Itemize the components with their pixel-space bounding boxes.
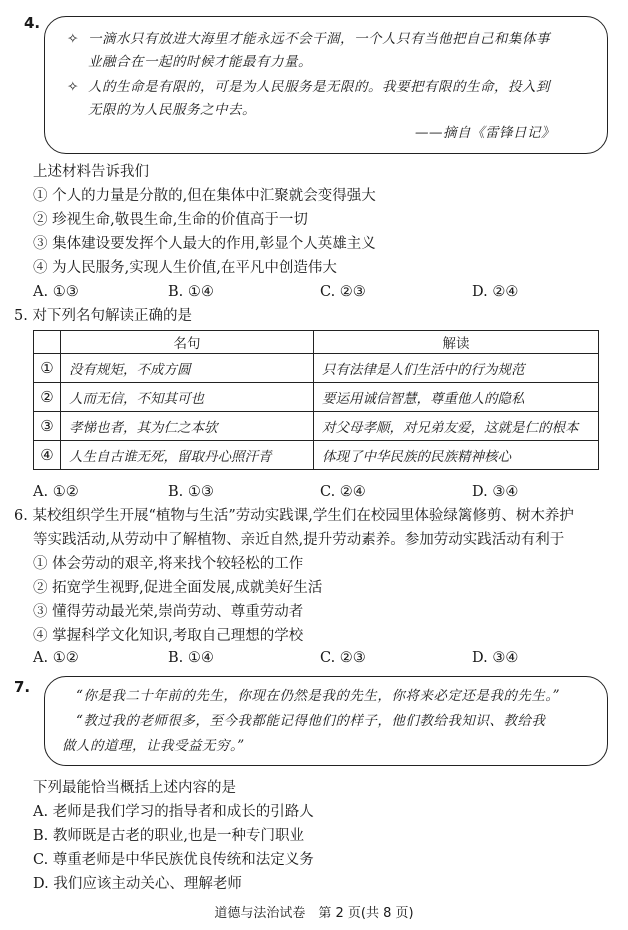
q4-number: 4. [24, 14, 41, 32]
q6-statement-4: ④ 掌握科学文化知识,考取自己理想的学校 [33, 628, 304, 644]
row-reading: 对父母孝顺，对兄弟友爱，这就是仁的根本 [314, 412, 599, 441]
q6-stem-line-2: 等实践活动,从劳动中了解植物、亲近自然,提升劳动素养。参加劳动实践活动有利于 [33, 532, 565, 548]
q5-table [33, 330, 599, 470]
diamond-bullet-icon: ✧ [67, 31, 79, 47]
q4-box-line-4: 无限的为人民服务之中去。 [88, 102, 256, 118]
q4-box-line-2: 业融合在一起的时候才能最有力量。 [88, 54, 312, 70]
q4-statement-1: ① 个人的力量是分散的,但在集体中汇聚就会变得强大 [33, 188, 376, 204]
table-header-blank [34, 331, 61, 354]
q7-option-c[interactable]: C. 尊重老师是中华民族优良传统和法定义务 [33, 852, 314, 868]
q4-option-a[interactable]: A. ①③ [33, 284, 79, 300]
table-header-row [34, 331, 599, 354]
q4-box-line-1: ✧ 一滴水只有放进大海里才能永远不会干涸，一个人只有当他把自己和集体事 [58, 28, 550, 51]
q4-option-c[interactable]: C. ②③ [320, 284, 366, 300]
table-header-reading: 解读 [314, 331, 599, 354]
q4-option-b[interactable]: B. ①④ [168, 284, 214, 300]
q4-box-line-3: ✧ 人的生命是有限的，可是为人民服务是无限的。我要把有限的生命，投入到 [58, 76, 550, 99]
q5-option-a[interactable]: A. ①② [33, 484, 79, 500]
q6-option-a[interactable]: A. ①② [33, 650, 79, 666]
q4-statement-4: ④ 为人民服务,实现人生价值,在平凡中创造伟大 [33, 260, 337, 276]
q7-box-line-3: 做人的道理，让我受益无穷。” [62, 738, 245, 754]
table-header-quote: 名句 [61, 331, 314, 354]
table-row [34, 354, 599, 383]
q4-stem: 上述材料告诉我们 [33, 164, 149, 180]
q7-number: 7. [14, 678, 31, 696]
q7-box-line-2: “教过我的老师很多，至今我都能记得他们的样子，他们教给我知识、教给我 [76, 713, 546, 729]
row-quote: 人而无信，不知其可也 [61, 383, 314, 412]
diamond-bullet-icon: ✧ [67, 79, 79, 95]
q4-option-d[interactable]: D. ②④ [472, 284, 519, 300]
q6-statement-1: ① 体会劳动的艰辛,将来找个较轻松的工作 [33, 556, 304, 572]
q7-stem: 下列最能恰当概括上述内容的是 [33, 780, 236, 796]
row-reading: 要运用诚信智慧，尊重他人的隐私 [314, 383, 599, 412]
q7-option-a[interactable]: A. 老师是我们学习的指导者和成长的引路人 [33, 804, 314, 820]
row-reading: 只有法律是人们生活中的行为规范 [314, 354, 599, 383]
q5-option-c[interactable]: C. ②④ [320, 484, 366, 500]
row-quote: 人生自古谁无死，留取丹心照汗青 [61, 441, 314, 470]
row-quote: 孝悌也者，其为仁之本欤 [61, 412, 314, 441]
row-quote: 没有规矩，不成方圆 [61, 354, 314, 383]
q7-option-d[interactable]: D. 我们应该主动关心、理解老师 [33, 876, 242, 892]
q6-option-b[interactable]: B. ①④ [168, 650, 214, 666]
q6-statement-2: ② 拓宽学生视野,促进全面发展,成就美好生活 [33, 580, 323, 596]
page-footer: 道德与法治试卷 第 2 页(共 8 页) [214, 906, 414, 921]
row-number: ③ [34, 412, 61, 441]
q4-source: ——摘自《雷锋日记》 [415, 125, 555, 141]
q7-option-b[interactable]: B. 教师既是古老的职业,也是一种专门职业 [33, 828, 304, 844]
table-row [34, 441, 599, 470]
q4-statement-2: ② 珍视生命,敬畏生命,生命的价值高于一切 [33, 212, 308, 228]
row-reading: 体现了中华民族的民族精神核心 [314, 441, 599, 470]
table-row [34, 412, 599, 441]
table-row [34, 383, 599, 412]
q4-statement-3: ③ 集体建设要发挥个人最大的作用,彰显个人英雄主义 [33, 236, 376, 252]
q7-box-line-1: “你是我二十年前的先生，你现在仍然是我的先生，你将来必定还是我的先生。” [76, 688, 561, 704]
row-number: ④ [34, 441, 61, 470]
q6-stem-line-1: 6. 某校组织学生开展“植物与生活”劳动实践课,学生们在校园里体验绿篱修剪、树木养护 [14, 508, 574, 524]
q6-option-c[interactable]: C. ②③ [320, 650, 366, 666]
q5-option-d[interactable]: D. ③④ [472, 484, 519, 500]
q5-option-b[interactable]: B. ①③ [168, 484, 214, 500]
row-number: ② [34, 383, 61, 412]
q6-statement-3: ③ 懂得劳动最光荣,崇尚劳动、尊重劳动者 [33, 604, 304, 620]
row-number: ① [34, 354, 61, 383]
q6-option-d[interactable]: D. ③④ [472, 650, 519, 666]
q5-stem: 5. 对下列名句解读正确的是 [14, 308, 192, 324]
